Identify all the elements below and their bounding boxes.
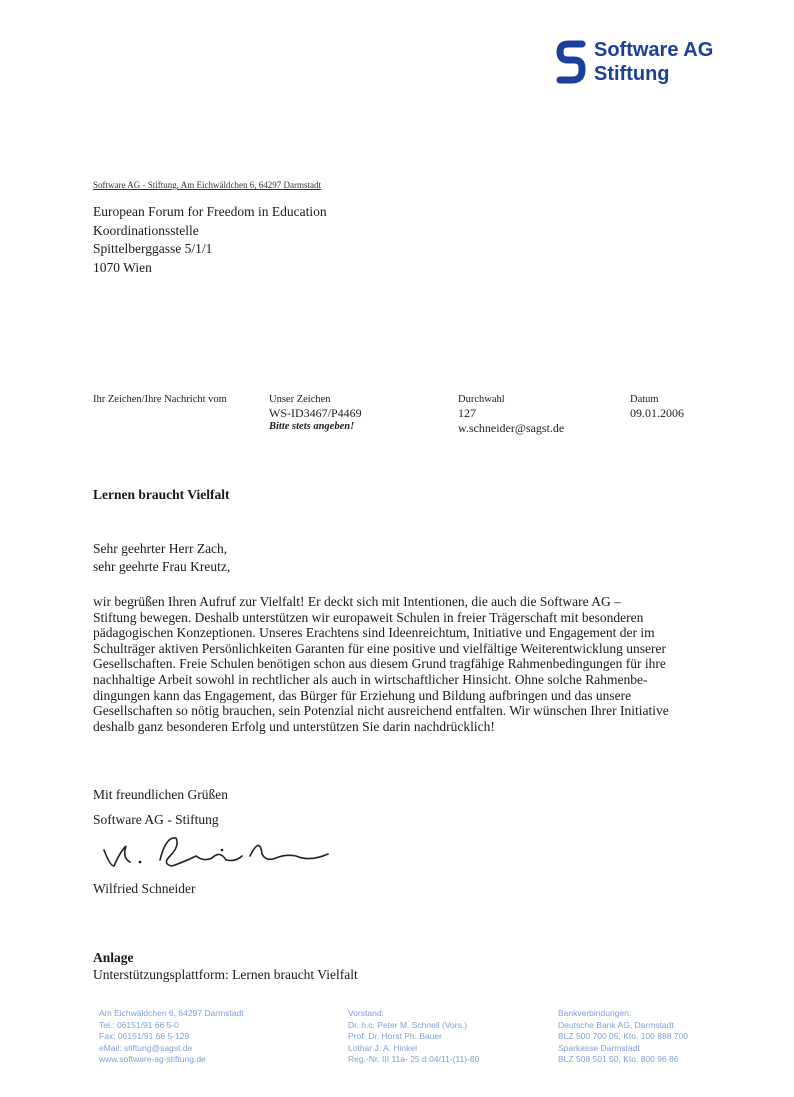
body-line: Schulträger aktiven Persönlichkeiten Garanten für eine positive und vielfältige Weiterentwicklung unserer [93, 640, 666, 656]
footer-line: Prof. Dr. Horst Ph. Bauer [348, 1031, 443, 1041]
direct-dial-value: 127 [458, 406, 476, 420]
handwritten-signature [100, 832, 340, 878]
footer-bank [558, 1008, 688, 1066]
body-line: Gesellschaften so nötig brauchen, sein Potenzial nicht ausreichend entfalten. Wir wünschen Ihrer Initiative [93, 703, 669, 719]
footer-line: BLZ 508 501 50, Kto. 800 96 86 [558, 1054, 679, 1064]
recipient-line: Koordinationsstelle [93, 222, 199, 238]
footer-line: Tel.: 06151/91 66 5-0 [99, 1019, 179, 1030]
body-line: deshalb ganz besonderen Erfolg und unterstützen Sie darin nachdrücklich! [93, 718, 495, 734]
our-reference-value: WS-ID3467/P4469 [269, 406, 362, 420]
sender-return-address: Software AG - Stiftung, Am Eichwäldchen 6, 64297 Darmstadt [93, 180, 321, 190]
direct-dial-label: Durchwahl [458, 394, 505, 405]
footer-line: Fax: 06151/91 66 5-129 [99, 1031, 190, 1041]
body-line: Gesellschaften. Freie Schulen benötigen schon aus diesem Grund tragfähige Rahmenbedingungen für ihre [93, 656, 666, 672]
logo-line1: Software AG [594, 39, 714, 61]
body-line: pädagogischen Konzeptionen. Unseres Erachtens sind Ideenreichtum, Initiative und Engagement der im [93, 625, 655, 641]
recipient-line: 1070 Wien [93, 259, 152, 275]
attachment-title: Anlage [93, 950, 134, 965]
footer-line: Vorstand: [348, 1008, 384, 1018]
footer-line: Am Eichwäldchen 6, 64297 Darmstadt [99, 1008, 244, 1018]
body-line: wir begrüßen Ihren Aufruf zur Vielfalt! Er deckt sich mit Intentionen, die auch die Software AG – [93, 594, 621, 609]
footer-address [99, 1008, 244, 1066]
recipient-line: Spittelberggasse 5/1/1 [93, 241, 213, 256]
logo-line2: Stiftung [594, 63, 670, 85]
direct-dial-block [458, 393, 564, 436]
software-ag-logo-icon [556, 40, 586, 86]
footer-line: Bankverbindungen: [558, 1008, 632, 1018]
salutation-line: sehr geehrte Frau Kreutz, [93, 559, 231, 574]
date-value: 09.01.2006 [630, 406, 684, 420]
date-label: Datum [630, 394, 659, 405]
your-reference-label: Ihr Zeichen/Ihre Nachricht vom [93, 394, 227, 405]
footer-line: eMail: stiftung@sagst.de [99, 1042, 193, 1053]
footer-line: BLZ 500 700 05, Kto. 100 888 700 [558, 1031, 688, 1041]
body-line: dingungen kann das Engagement, das Bürger für Erziehung und Bildung aufbringen und das unsere [93, 687, 632, 703]
body-line: nachhaltige Arbeit sowohl in rechtlicher als auch in wirtschaftlicher Hinsicht. Ohne solche Rahmenbe- [93, 671, 648, 687]
our-reference-note: Bitte stets angeben! [269, 421, 355, 432]
logo [556, 38, 756, 90]
company-name: Software AG - Stiftung [93, 812, 219, 827]
our-reference-label: Unser Zeichen [269, 394, 331, 405]
body-line: Stiftung bewegen. Deshalb unterstützen wir europaweit Schulen in freier Trägerschaft mit besonderen [93, 609, 644, 625]
footer-line: Reg.-Nr. III 11a- 25 d 04/11-(11)-80 [348, 1054, 480, 1064]
signer-name: Wilfried Schneider [93, 881, 196, 896]
date-block [630, 393, 684, 421]
salutation-line: Sehr geehrter Herr Zach, [93, 541, 228, 556]
email-address: w.schneider@sagst.de [458, 421, 565, 435]
closing-phrase: Mit freundlichen Grüßen [93, 787, 228, 802]
letter-body [93, 594, 733, 734]
letter-subject: Lernen braucht Vielfalt [93, 487, 230, 502]
attachment-text: Unterstützungsplattform: Lernen braucht Vielfalt [93, 967, 358, 982]
footer-line: Lothar J. A. Hinkel [348, 1042, 417, 1053]
salutation [93, 540, 230, 576]
footer-line: Dr. h.c. Peter M. Schnell (Vors.) [348, 1019, 468, 1030]
our-reference-block [269, 393, 362, 432]
footer-line: Deutsche Bank AG, Darmstadt [558, 1019, 674, 1030]
recipient-line: European Forum for Freedom in Education [93, 204, 327, 219]
recipient-address [93, 203, 327, 277]
footer-board [348, 1008, 479, 1066]
logo-wordmark [594, 38, 713, 86]
footer-line: Sparkasse Darmstadt [558, 1042, 640, 1053]
footer-line: www.software-ag-stiftung.de [99, 1054, 206, 1064]
